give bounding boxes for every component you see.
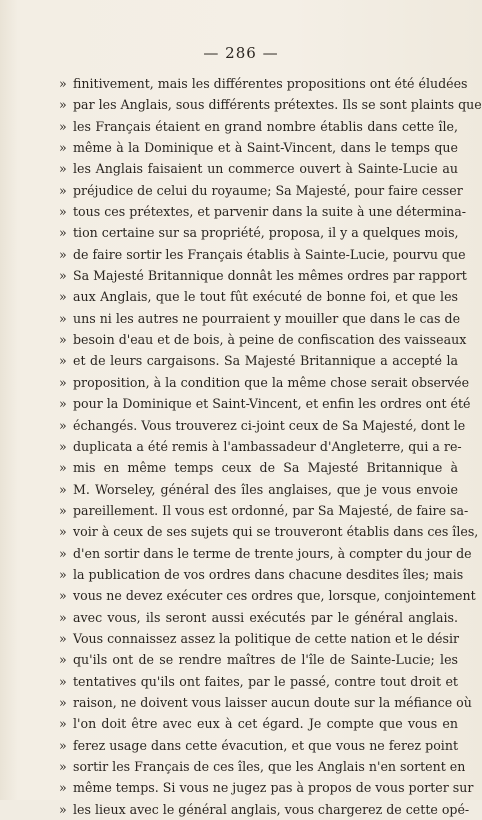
body-text	[73, 73, 482, 820]
text-line: duplicata a été remis à l'ambassadeur d'Angleterre, qui a re-	[73, 438, 462, 454]
quotation-mark: »	[59, 310, 67, 326]
quotation-mark: »	[59, 246, 67, 262]
quotation-mark: »	[59, 374, 67, 390]
text-line: tous ces prétextes, et parvenir dans la suite à une détermina-	[73, 204, 467, 220]
quotation-mark: »	[59, 76, 67, 91]
quotation-mark: »	[59, 225, 67, 241]
text-line: pareillement. Il vous est ordonné, par Sa Majesté, de faire sa-	[73, 502, 469, 518]
text-line: Vous connaissez assez la politique de cette nation et le désir	[73, 630, 460, 646]
text-line: les Anglais faisaient un commerce ouvert à Sainte-Lucie au	[73, 161, 458, 177]
quotation-mark: »	[59, 801, 67, 817]
text-line: aux Anglais, que le tout fût exécuté de bonne foi, et que les	[73, 289, 458, 305]
text-line: même à la Dominique et à Saint-Vincent, dans le temps que	[73, 140, 458, 156]
text-line: M. Worseley, général des îles anglaises, que je vous envoie	[73, 481, 458, 497]
text-line: les Français étaient en grand nombre établis dans cette île,	[73, 118, 458, 134]
text-line: la publication de vos ordres dans chacune desdites îles; mais	[73, 566, 464, 582]
quotation-mark: »	[59, 97, 67, 113]
quotation-mark: »	[59, 588, 67, 604]
quotation-mark: »	[59, 566, 67, 582]
text-line: sortir les Français de ces îles, que les Anglais n'en sortent en	[73, 759, 466, 774]
quotation-mark: »	[59, 204, 67, 220]
quotation-mark: »	[59, 694, 67, 710]
text-line: uns ni les autres ne pourraient y mouiller que dans le cas de	[73, 310, 461, 326]
quotation-mark: »	[59, 289, 67, 305]
quotation-mark: »	[59, 140, 67, 156]
quotation-mark: »	[59, 438, 67, 454]
quotation-mark: »	[59, 396, 67, 412]
quotation-mark: »	[59, 417, 67, 433]
quotation-mark: »	[59, 502, 67, 518]
text-line: qu'ils ont de se rendre maîtres de l'île de Sainte-Lucie; les	[73, 652, 458, 668]
quotation-mark: »	[59, 716, 67, 732]
text-line: raison, ne doivent vous laisser aucun doute sur la méfiance où	[73, 694, 472, 710]
text-line: tion certaine sur sa propriété, proposa, il y a quelques mois,	[73, 225, 459, 241]
quotation-mark: »	[59, 609, 67, 625]
text-line: d'en sortir dans le terme de trente jours, à compter du jour de	[73, 545, 472, 561]
text-line: pour la Dominique et Saint-Vincent, et enfin les ordres ont été	[73, 396, 471, 412]
text-line: tentatives qu'ils ont faites, par le passé, contre tout droit et	[73, 673, 458, 689]
quotation-mark: »	[59, 737, 67, 753]
quotation-mark: »	[59, 161, 67, 177]
text-line: voir à ceux de ses sujets qui se trouveront établis dans ces îles,	[73, 524, 479, 540]
quotation-mark: »	[59, 630, 67, 646]
text-line: préjudice de celui du royaume; Sa Majesté, pour faire cesser	[73, 182, 463, 198]
text-line: par les Anglais, sous différents prétextes. Ils se sont plaints que	[73, 97, 482, 113]
text-line: échangés. Vous trouverez ci-joint ceux de Sa Majesté, dont le	[73, 417, 466, 433]
quotation-mark: »	[59, 545, 67, 561]
text-line: et de leurs cargaisons. Sa Majesté Britannique a accepté la	[73, 353, 458, 369]
quotation-mark: »	[59, 780, 67, 796]
quotation-mark: »	[59, 652, 67, 668]
quotation-mark: »	[59, 759, 67, 774]
quotation-mark: »	[59, 353, 67, 369]
page-number: — 286 —	[203, 44, 279, 62]
text-line: mis en même temps ceux de Sa Majesté Britannique à	[73, 460, 458, 476]
quotation-mark: »	[59, 268, 67, 284]
quotation-mark: »	[59, 460, 67, 476]
quotation-mark: »	[59, 118, 67, 134]
text-line: l'on doit être avec eux à cet égard. Je compte que vous en	[73, 716, 458, 732]
text-line: ferez usage dans cette évacution, et que vous ne ferez point	[73, 737, 458, 753]
quotation-mark: »	[59, 481, 67, 497]
text-line: vous ne devez exécuter ces ordres que, lorsque, conjointement	[73, 588, 476, 604]
text-line: besoin d'eau et de bois, à peine de confiscation des vaisseaux	[73, 332, 467, 348]
quotation-mark: »	[59, 332, 67, 348]
text-line: les lieux avec le général anglais, vous chargerez de cette opé-	[73, 801, 470, 817]
quotation-mark: »	[59, 673, 67, 689]
text-line: proposition, à la condition que la même chose serait observée	[73, 374, 470, 390]
quotation-mark: »	[59, 524, 67, 540]
text-line: de faire sortir les Français établis à Sainte-Lucie, pourvu que	[73, 246, 466, 262]
text-line: finitivement, mais les différentes propositions ont été éludées	[73, 76, 468, 91]
text-line: Sa Majesté Britannique donnât les mêmes ordres par rapport	[73, 268, 467, 284]
text-line: avec vous, ils seront aussi exécutés par le général anglais.	[73, 609, 458, 625]
text-line: même temps. Si vous ne jugez pas à propos de vous porter sur	[73, 780, 474, 796]
quotation-mark: »	[59, 182, 67, 198]
quotation-marks-column	[59, 73, 71, 820]
